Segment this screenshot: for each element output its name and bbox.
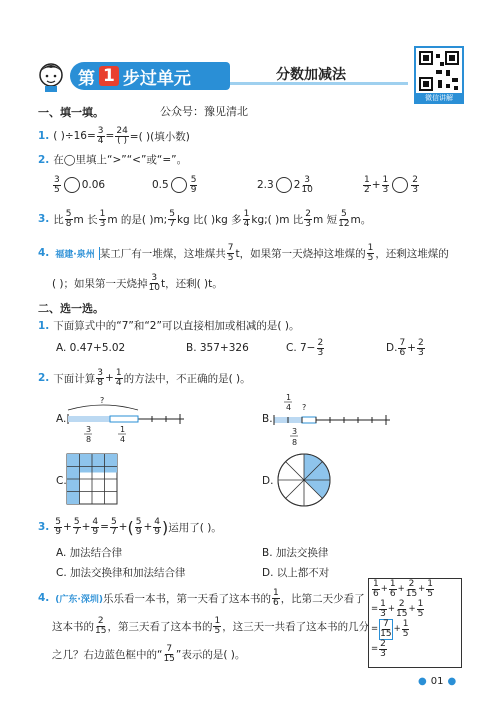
option-c-label[interactable]: C. — [56, 475, 67, 487]
q-number: 3. — [38, 213, 50, 225]
calc-box: $\frac{1}{6}$ + $\frac{1}{6}$ + $\frac{2}{15}$ + $\frac{1}{5}$ = $\frac{1}{3}$ + $\frac{2}{15}$ + $\frac{1}{5}$ = $\frac{7}{15}$ + $\frac{1}{5}$ = $\frac{2}{3}$ — [368, 578, 462, 668]
compare-item: $\frac{1}{2}$ + $\frac{1}{3}$ $\frac{2}{3}$ — [364, 174, 419, 195]
qr-caption: 微信讲解 — [414, 93, 464, 104]
compare-item: 2.3 2 $\frac{3}{10}$ — [257, 174, 313, 195]
s2-q3-options — [56, 542, 476, 582]
mascot-icon — [36, 60, 66, 92]
q-number: 1. — [38, 130, 50, 142]
svg-text:3: 3 — [86, 425, 92, 434]
q-number: 2. — [38, 153, 50, 166]
q-number: 3. — [38, 521, 50, 533]
svg-text:?: ? — [302, 403, 307, 412]
answer-circle[interactable] — [392, 177, 408, 193]
q-number: 4. — [38, 247, 50, 259]
s2-q2: 2. 下面计算 $\frac{3}{8}$ + $\frac{1}{4}$ 的方法中，不正确的是( )。 — [38, 367, 251, 388]
answer-circle[interactable] — [276, 177, 292, 193]
s1-q1 — [38, 124, 190, 148]
section-2-title: 二、选一选。 — [38, 302, 104, 315]
compare-item: 0.5 $\frac{5}{9}$ — [152, 174, 197, 195]
s2-q3: 3. $\frac{5}{9}$ + $\frac{5}{7}$ + $\frac{4}{9}$ = $\frac{5}{7}$ + ( $\frac{5}{9}$ + $\frac{4}{9}$ ) 运用了( )。 — [38, 516, 222, 537]
region-tag: (广东·深圳) — [55, 594, 103, 605]
option-c[interactable]: C. 加法交换律和加法结合律 — [56, 566, 186, 579]
s1-q2 — [38, 152, 187, 167]
badge-suffix: 步过单元 — [122, 68, 191, 89]
option-b[interactable]: B. 357+326 — [186, 342, 249, 354]
compare-item: $\frac{3}{5}$ 0.06 — [54, 174, 106, 195]
q-number: 1. — [38, 319, 50, 332]
region-tag: 福建·泉州 — [55, 247, 99, 260]
option-b-label[interactable]: B. — [262, 413, 273, 425]
s1-q3: 3. 比 $\frac{5}{8}$ m 长 $\frac{1}{3}$ m 的是( )m; $\frac{5}{7}$ kg 比( )kg 多 $\frac{1}{4}$ kg;( )m 比 $\frac{2}{3}$ m 短 $\frac{5}{12}$ m。 — [38, 208, 372, 229]
q-text: ( )÷16= — [53, 130, 96, 142]
s2-q1: 1. 下面算式中的“7”和“2”可以直接相加或相减的是( )。 — [38, 319, 300, 332]
number-line-b — [272, 392, 392, 448]
option-b[interactable]: B. 加法交换律 — [262, 546, 329, 559]
fraction: $\frac{3}{4}$ — [97, 125, 104, 146]
svg-text:?: ? — [100, 396, 105, 405]
q-number: 4. — [38, 592, 50, 604]
q-number: 2. — [38, 372, 50, 384]
svg-text:4: 4 — [286, 403, 292, 412]
pie-d — [276, 452, 332, 508]
grid-c — [66, 453, 118, 505]
s2-q4-line1: 4. (广东·深圳) 乐乐看一本书，第一天看了这本书的 $\frac{1}{6}$ ，比第二天少看了 — [38, 587, 365, 608]
svg-text:8: 8 — [86, 435, 92, 444]
number-line-a — [66, 394, 186, 444]
svg-text:8: 8 — [292, 438, 298, 447]
page-number-text: 01 — [430, 676, 444, 687]
section-1-title: 一、填一填。 — [38, 106, 104, 119]
svg-text:4: 4 — [120, 435, 126, 444]
svg-text:3: 3 — [292, 427, 298, 436]
page-number: ● 01 ● — [418, 676, 457, 687]
s1-q4-line2: ( )；如果第一天烧掉 $\frac{3}{10}$ t，还剩( )t。 — [52, 272, 223, 293]
highlighted-fraction: $\frac{7}{15}$ — [380, 618, 392, 639]
q-text: 在◯里填上“>”“<”或“=”。 — [53, 154, 188, 166]
s2-q1-options — [56, 336, 476, 360]
section-1-subtitle: 公众号：豫见清北 — [160, 105, 248, 118]
equation: $\frac{5}{9}$ + $\frac{5}{7}$ + $\frac{4}{9}$ = $\frac{5}{7}$ + ( $\frac{5}{9}$ + $\frac{4}{9}$ ) — [55, 516, 169, 537]
option-a[interactable]: A. 加法结合律 — [56, 546, 123, 559]
s1-q2-items — [52, 172, 452, 198]
q-text: = — [105, 130, 115, 142]
svg-text:1: 1 — [120, 425, 126, 434]
answer-circle[interactable] — [171, 177, 187, 193]
qr-code[interactable] — [414, 46, 464, 96]
q-text: =( )(填小数) — [129, 130, 190, 143]
s1-q4-line1: 4. 福建·泉州 某工厂有一堆煤，这堆煤共 $\frac{7}{5}$ t，如果第一天烧掉这堆煤的 $\frac{1}{5}$ ，还剩这堆煤的 — [38, 242, 449, 263]
option-c[interactable]: C. 7− $\frac{2}{3}$ — [286, 337, 324, 358]
s2-q4-line2: 这本书的 $\frac{2}{15}$ ，第三天看了这本书的 $\frac{1}{5}$ ，这三天一共看了这本书的几分 — [52, 615, 370, 636]
page-title: 分数加减法 — [276, 67, 346, 83]
s2-q4-line3: 之几？右边蓝色框中的“ $\frac{7}{15}$ ”表示的是( )。 — [52, 643, 246, 664]
header-banner — [30, 56, 410, 96]
badge-number: 1 — [99, 66, 119, 86]
answer-circle[interactable] — [64, 177, 80, 193]
option-d-label[interactable]: D. — [262, 475, 274, 487]
fraction: $\frac{24}{( )}$ — [116, 125, 128, 146]
badge-text — [78, 64, 191, 88]
option-a[interactable]: A. 0.47+5.02 — [56, 342, 126, 354]
option-d[interactable]: D. $\frac{7}{6}$ + $\frac{2}{3}$ — [386, 337, 424, 358]
badge-prefix: 第 — [78, 68, 95, 89]
option-a-label[interactable]: A. — [56, 413, 67, 425]
option-d[interactable]: D. 以上都不对 — [262, 566, 330, 579]
svg-text:1: 1 — [286, 393, 292, 402]
